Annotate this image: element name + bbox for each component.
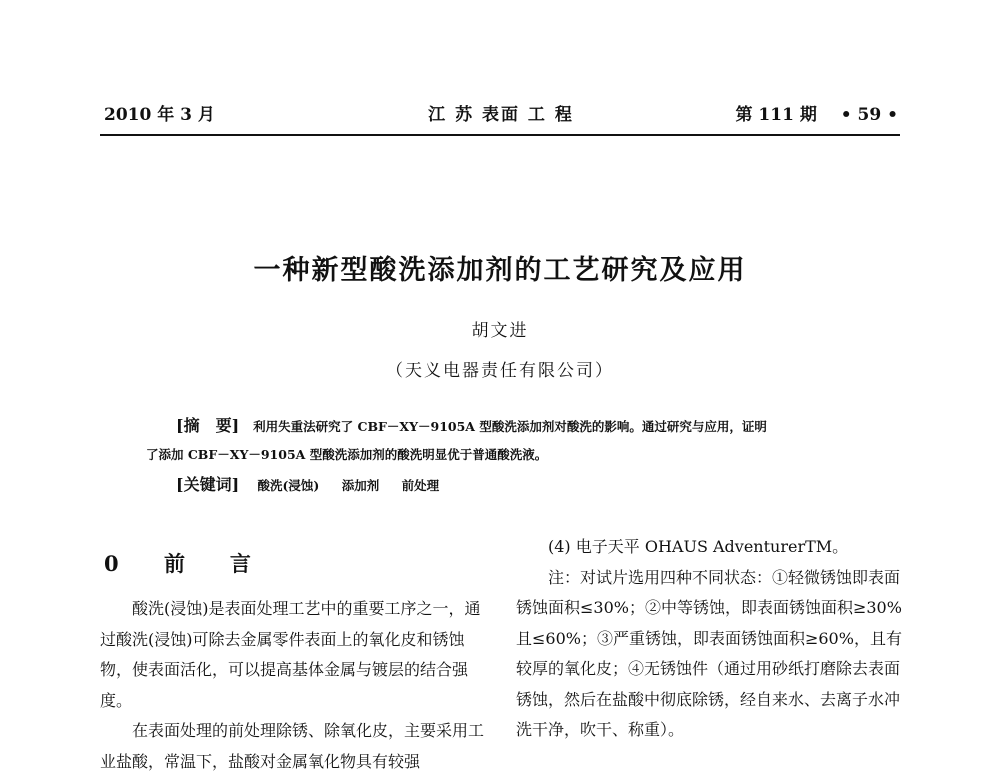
author-affiliation: （天义电器责任有限公司） (386, 361, 614, 381)
page-number: • 59 • (840, 105, 898, 125)
article-title: 一种新型酸洗添加剂的工艺研究及应用 (253, 255, 747, 286)
left-column (100, 594, 490, 777)
equipment-item: (4) 电子天平 OHAUS AdventurerTM。 (548, 537, 849, 556)
keyword-item: 前处理 (401, 478, 440, 493)
abstract (146, 412, 876, 469)
keywords-label: [关键词] (176, 475, 240, 494)
issue-number: 第 111 期 (735, 105, 817, 125)
abstract-label: [摘 要] (176, 416, 240, 435)
header-rule (100, 134, 900, 136)
right-column (516, 532, 906, 746)
abstract-text-line1: 利用失重法研究了 CBF－XY－9105A 型酸洗添加剂对酸洗的影响。通过研究与应用，证明 (253, 419, 767, 434)
keywords (176, 472, 457, 495)
issue-date: 2010 年 3 月 (104, 105, 215, 125)
issue-and-page (736, 100, 898, 125)
section-title: 前 言 (163, 551, 263, 576)
section-heading (104, 548, 263, 578)
journal-name: 江 苏 表面 工 程 (428, 105, 574, 125)
paragraph: 在表面处理的前处理除锈、除氧化皮，主要采用工业盐酸，常温下，盐酸对金属氧化物具有较强 (100, 721, 485, 771)
keyword-item: 酸洗(浸蚀) (257, 478, 320, 493)
keyword-item: 添加剂 (341, 478, 380, 493)
running-header (104, 100, 898, 126)
note-paragraph: 注：对试片选用四种不同状态：①轻微锈蚀即表面锈蚀面积≤30%；②中等锈蚀，即表面锈蚀面积≥30%且≤60%；③严重锈蚀，即表面锈蚀面积≥60%，且有较厚的氧化皮；④无锈蚀件（通过用砂纸打磨除去表面锈蚀，然后在盐酸中彻底除锈，经自来水、去离子水冲洗干净，吹干、称重）。 (516, 567, 902, 739)
abstract-text-line2: 了添加 CBF－XY－9105A 型酸洗添加剂的酸洗明显优于普通酸洗液。 (146, 447, 548, 462)
author-name: 胡文进 (471, 321, 529, 341)
paragraph: 酸洗(浸蚀)是表面处理工艺中的重要工序之一，通过酸洗(浸蚀)可除去金属零件表面上的氧化皮和锈蚀物，使表面活化，可以提高基体金属与镀层的结合强度。 (100, 599, 481, 710)
section-number: 0 (104, 551, 131, 576)
